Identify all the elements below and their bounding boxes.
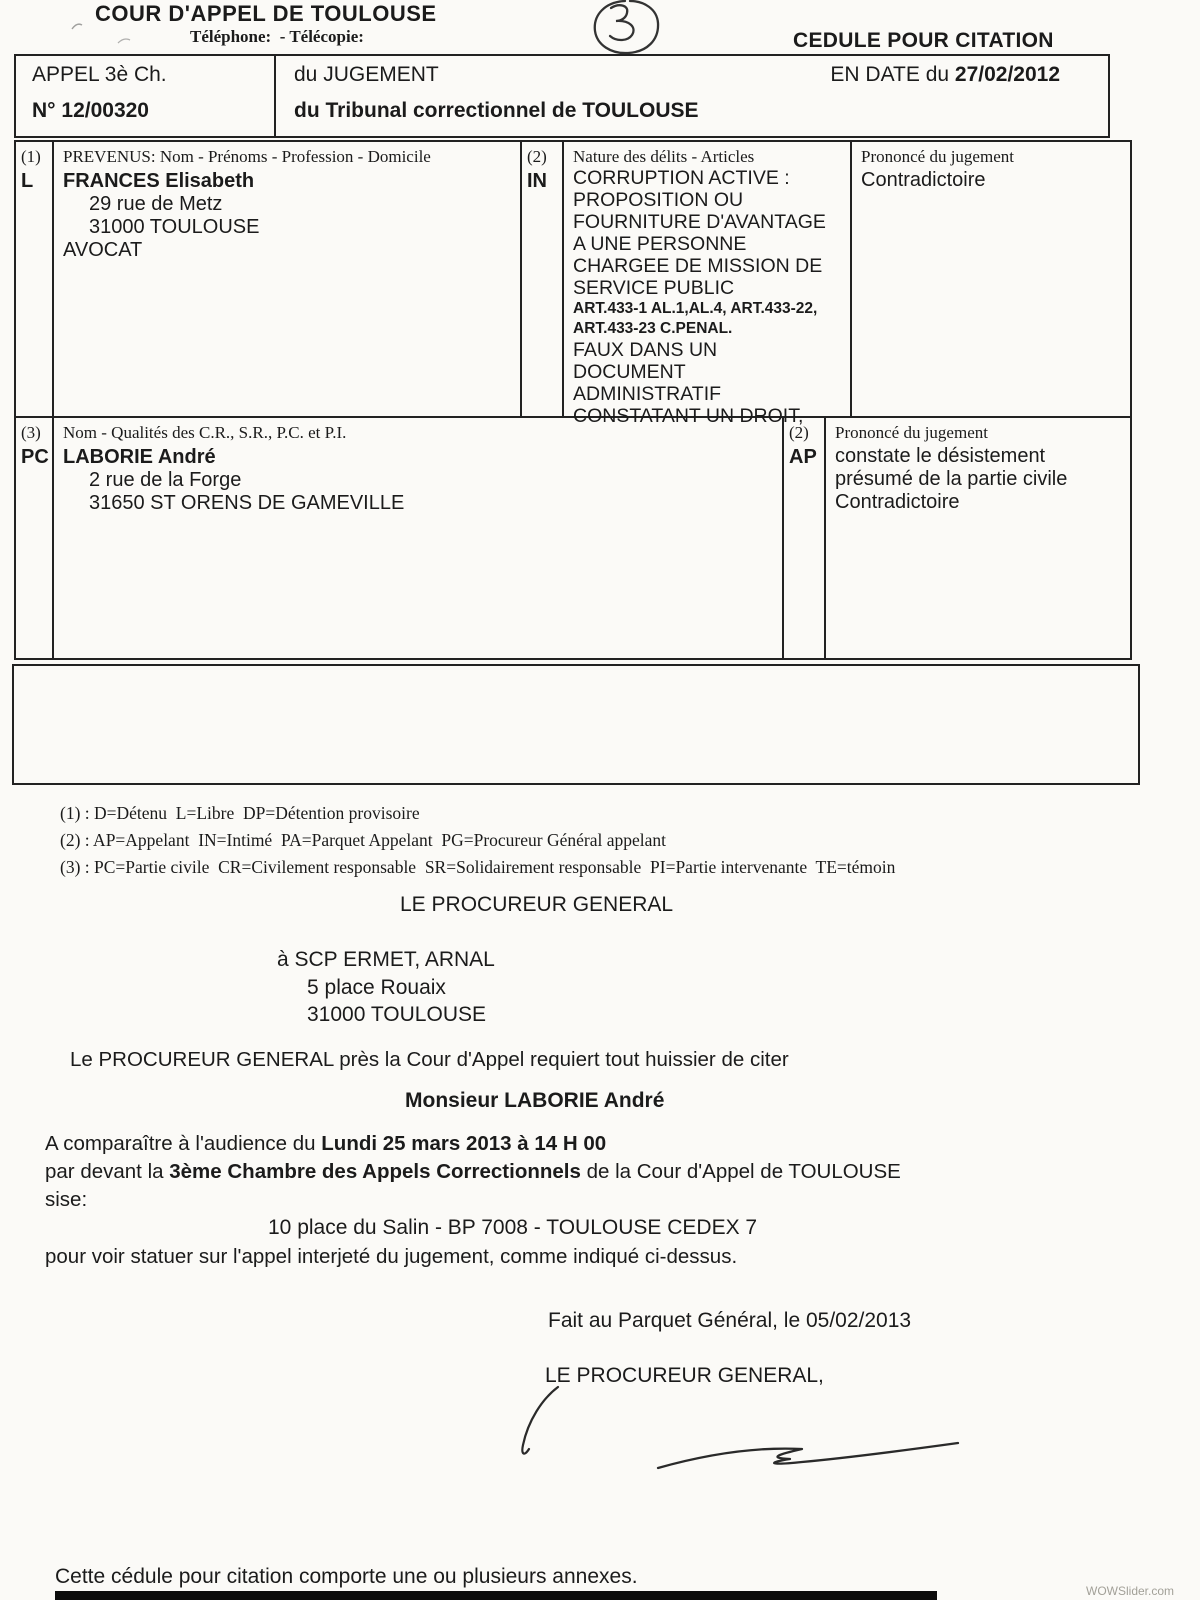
issued-line: Fait au Parquet Général, le 05/02/2013 bbox=[548, 1309, 912, 1332]
appeal-chamber: APPEL 3è Ch. bbox=[32, 63, 167, 86]
party-code: PC bbox=[21, 446, 49, 468]
legend-block bbox=[60, 800, 895, 881]
empty-table-row bbox=[12, 664, 1140, 785]
verdict-cell bbox=[852, 142, 1130, 416]
offense-line: A UNE PERSONNE bbox=[573, 233, 747, 255]
ref-2b: (2) bbox=[789, 423, 809, 442]
offense-line: CORRUPTION ACTIVE : bbox=[573, 167, 790, 189]
case-number: N° 12/00320 bbox=[32, 99, 149, 122]
sise-line: sise: bbox=[45, 1188, 88, 1211]
document-title: CEDULE POUR CITATION bbox=[793, 29, 1054, 52]
civil-party-cell bbox=[54, 418, 784, 658]
offense-line: ADMINISTRATIF bbox=[573, 383, 722, 405]
defendant-row bbox=[14, 140, 1132, 427]
legend-line-3: (3) : PC=Partie civile CR=Civilement responsable SR=Solidairement responsable PI=Partie intervenante TE=témoin bbox=[60, 857, 896, 877]
civil-party-address-2: 31650 ST ORENS DE GAMEVILLE bbox=[89, 492, 405, 514]
defendant-address-1: 29 rue de Metz bbox=[89, 193, 223, 215]
chamber-line: par devant la 3ème Chambre des Appels Correctionnels de la Cour d'Appel de TOULOUSE bbox=[45, 1160, 901, 1183]
handwritten-circled-number-icon bbox=[583, 0, 668, 56]
case-chamber-cell bbox=[16, 56, 276, 136]
pencil-marks-icon bbox=[60, 15, 180, 50]
defendant-cell bbox=[54, 142, 522, 416]
judgment-date: EN DATE du 27/02/2012 bbox=[830, 63, 1060, 86]
status-marker-cell bbox=[16, 418, 54, 658]
case-judgment-cell bbox=[276, 56, 1108, 136]
offense-line: SERVICE PUBLIC bbox=[573, 277, 735, 299]
detention-code: L bbox=[21, 170, 34, 192]
verdict-text: Contradictoire bbox=[861, 169, 986, 191]
appeal-code: IN bbox=[527, 170, 547, 192]
verdict-line: Contradictoire bbox=[835, 491, 960, 513]
defendant-name: FRANCES Elisabeth bbox=[63, 170, 255, 192]
verdict-line: constate le désistement bbox=[835, 445, 1046, 467]
civil-party-address-1: 2 rue de la Forge bbox=[89, 469, 242, 491]
signature-title: LE PROCUREUR GENERAL, bbox=[545, 1364, 824, 1387]
hearing-date: Lundi 25 mars 2013 à 14 H 00 bbox=[321, 1132, 607, 1155]
verdict-cell-2 bbox=[826, 418, 1130, 658]
signature-icon bbox=[490, 1355, 980, 1485]
offense-line: DOCUMENT bbox=[573, 361, 686, 383]
cited-person: Monsieur LABORIE André bbox=[405, 1089, 665, 1112]
court-title: COUR D'APPEL DE TOULOUSE bbox=[95, 1, 437, 26]
defendant-address-2: 31000 TOULOUSE bbox=[89, 216, 260, 238]
article-reference: ART.433-23 C.PENAL. bbox=[573, 320, 733, 337]
phone-fax-line: Téléphone: - Télécopie: bbox=[190, 27, 364, 46]
offense-col-header: Nature des délits - Articles bbox=[573, 147, 755, 166]
appeal-code-2: AP bbox=[789, 446, 817, 468]
offense-line: CHARGEE DE MISSION DE bbox=[573, 255, 823, 277]
bailiff-address-2: 31000 TOULOUSE bbox=[307, 1003, 486, 1026]
ref-1: (1) bbox=[21, 147, 41, 166]
legend-line-2: (2) : AP=Appelant IN=Intimé PA=Parquet Appelant PG=Procureur Général appelant bbox=[60, 830, 666, 850]
footer-note: Cette cédule pour citation comporte une ou plusieurs annexes. bbox=[55, 1565, 638, 1588]
hearing-line: A comparaître à l'audience du Lundi 25 mars 2013 à 14 H 00 bbox=[45, 1132, 607, 1155]
bailiff-name: à SCP ERMET, ARNAL bbox=[277, 948, 495, 971]
case-header-table bbox=[14, 54, 1110, 138]
requisition-line: Le PROCUREUR GENERAL près la Cour d'Appel requiert tout huissier de citer bbox=[70, 1048, 789, 1071]
offense-line: FOURNITURE D'AVANTAGE bbox=[573, 211, 826, 233]
article-reference: ART.433-1 AL.1,AL.4, ART.433-22, bbox=[573, 300, 818, 317]
judgment-label: du JUGEMENT bbox=[294, 63, 439, 86]
legend-line-1: (1) : D=Détenu L=Libre DP=Détention provisoire bbox=[60, 803, 420, 823]
verdict-line: présumé de la partie civile bbox=[835, 468, 1068, 490]
judgment-origin: du Tribunal correctionnel de TOULOUSE bbox=[294, 99, 699, 122]
watermark-text: WOWSlider.com bbox=[1086, 1584, 1175, 1598]
offense-line: FAUX DANS UN bbox=[573, 339, 718, 361]
verdict-col-header-2: Prononcé du jugement bbox=[835, 423, 988, 442]
defendant-col-header: PREVENUS: Nom - Prénoms - Profession - Domicile bbox=[63, 147, 431, 166]
offense-line: PROPOSITION OU bbox=[573, 189, 744, 211]
verdict-col-header: Prononcé du jugement bbox=[861, 147, 1014, 166]
procureur-heading: LE PROCUREUR GENERAL bbox=[400, 893, 674, 916]
civil-party-name: LABORIE André bbox=[63, 446, 216, 468]
chamber-name: 3ème Chambre des Appels Correctionnels bbox=[169, 1160, 581, 1183]
court-address: 10 place du Salin - BP 7008 - TOULOUSE CEDEX 7 bbox=[268, 1216, 758, 1239]
defendant-profession: AVOCAT bbox=[63, 239, 143, 261]
ref-2: (2) bbox=[527, 147, 547, 166]
offense-cell bbox=[564, 142, 852, 427]
civil-party-row bbox=[14, 418, 1132, 660]
ref-3: (3) bbox=[21, 423, 41, 442]
appeal-marker-cell bbox=[784, 418, 826, 658]
purpose-line: pour voir statuer sur l'appel interjeté du jugement, comme indiqué ci-dessus. bbox=[45, 1245, 738, 1268]
scan-edge-bar bbox=[55, 1591, 937, 1600]
offense-line: CONSTATANT UN DROIT, bbox=[573, 405, 804, 427]
appeal-marker-cell bbox=[522, 142, 564, 416]
status-marker-cell bbox=[16, 142, 54, 416]
civil-party-col-header: Nom - Qualités des C.R., S.R., P.C. et P.I. bbox=[63, 423, 347, 442]
bailiff-address-1: 5 place Rouaix bbox=[307, 976, 446, 999]
